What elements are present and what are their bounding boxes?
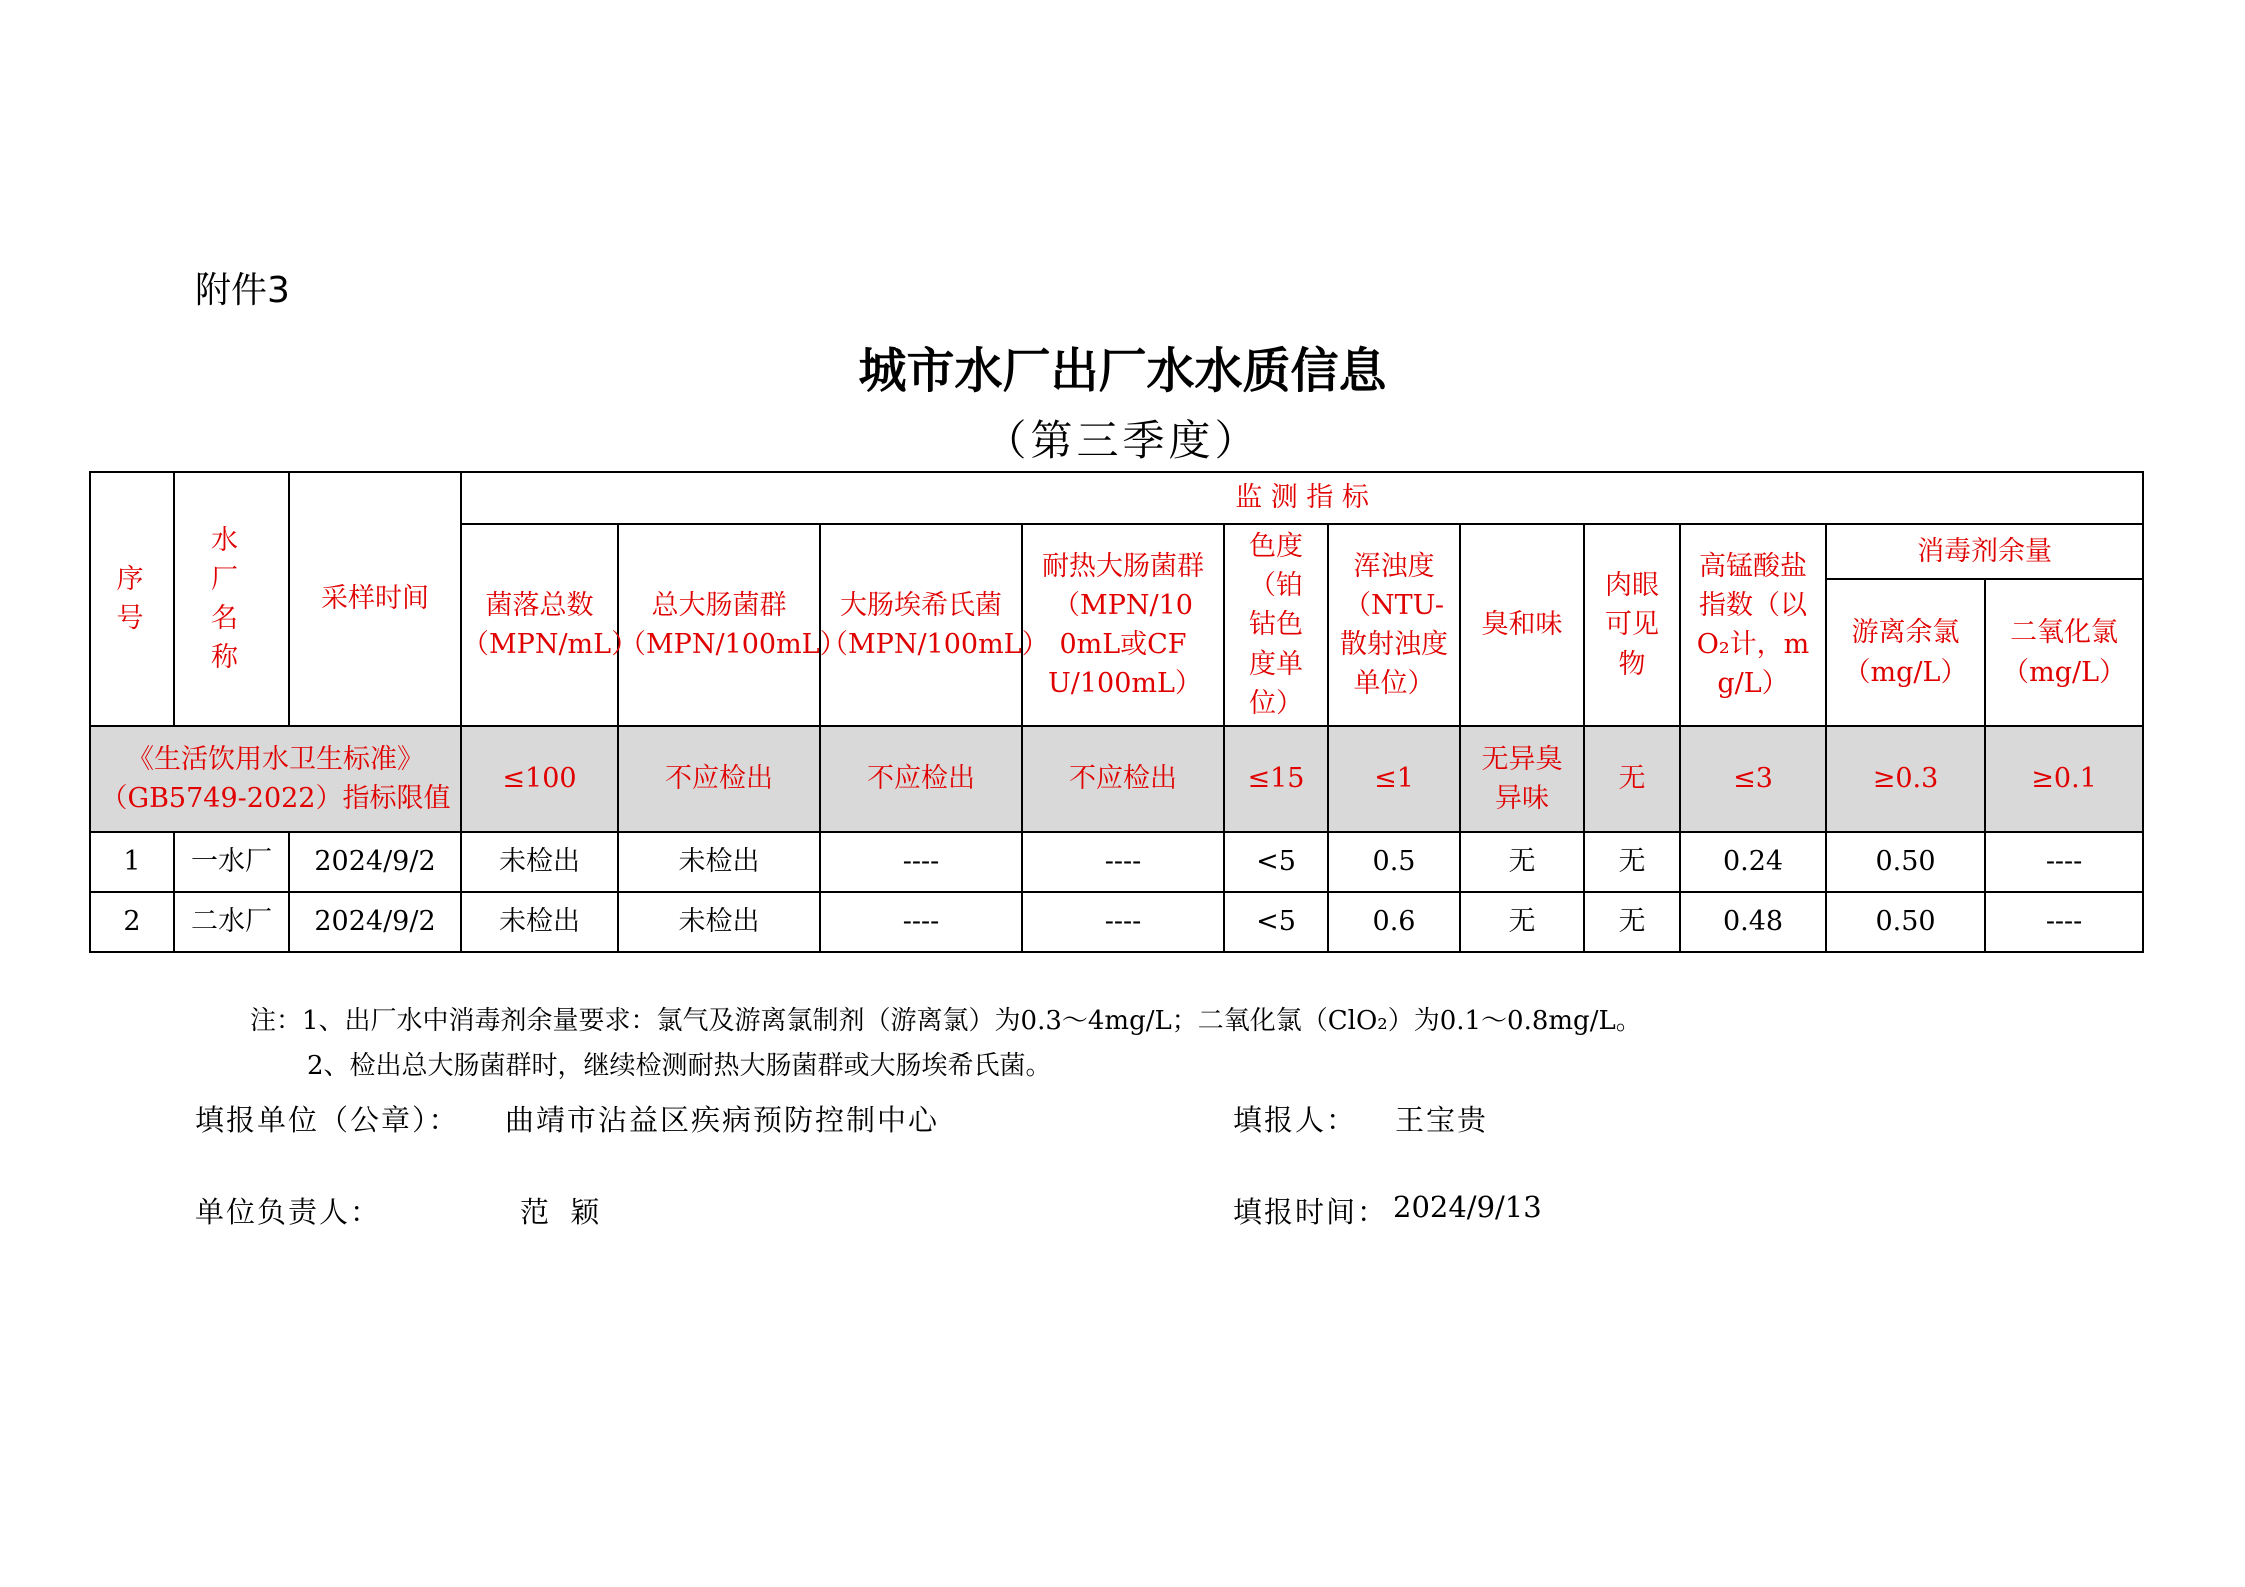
standard-limit-cell: 无异臭异味 — [1460, 726, 1584, 832]
row-time-cell: 2024/9/2 — [289, 832, 461, 892]
unit-head-value: 范 颖 — [520, 1195, 606, 1229]
row-value-cell: 0.50 — [1826, 832, 1985, 892]
header-row-1 — [90, 472, 2143, 524]
row-value-cell: 0.6 — [1328, 892, 1460, 952]
unit-head-label: 单位负责人： — [195, 1195, 382, 1229]
row-value-cell: 未检出 — [461, 892, 618, 952]
row-value-cell: 无 — [1584, 892, 1680, 952]
row-value-cell: <5 — [1224, 892, 1328, 952]
reporting-unit-value: 曲靖市沾益区疾病预防控制中心 — [505, 1103, 940, 1137]
standard-limit-cell: ≤1 — [1328, 726, 1460, 832]
row-value-cell: ---- — [1022, 832, 1224, 892]
color-header: 色度（铂钴色度单位） — [1224, 524, 1328, 726]
row-value-cell: ---- — [820, 832, 1022, 892]
row-value-cell: ---- — [1022, 892, 1224, 952]
disinfectant-group-header: 消毒剂余量 — [1826, 524, 2143, 579]
chlorine-dioxide-header: 二氧化氯（mg/L） — [1985, 579, 2143, 726]
row-time-cell: 2024/9/2 — [289, 892, 461, 952]
row-value-cell: 0.50 — [1826, 892, 1985, 952]
row-value-cell: ---- — [1985, 832, 2143, 892]
standard-limit-cell: 不应检出 — [820, 726, 1022, 832]
reporter-label: 填报人： — [1233, 1103, 1358, 1137]
page-title: 城市水厂出厂水水质信息 — [858, 343, 1387, 399]
permanganate-header: 高锰酸盐指数（以O₂计，mg/L） — [1680, 524, 1826, 726]
ecoli-header: 大肠埃希氏菌 （MPN/100mL） — [820, 524, 1022, 726]
standard-limit-cell: ≤15 — [1224, 726, 1328, 832]
standard-limit-cell: 无 — [1584, 726, 1680, 832]
standard-limit-cell: ≥0.1 — [1985, 726, 2143, 832]
row-seq-cell: 2 — [90, 892, 174, 952]
visible-matter-header: 肉眼可见物 — [1584, 524, 1680, 726]
row-value-cell: 0.48 — [1680, 892, 1826, 952]
standard-limit-cell: ≤100 — [461, 726, 618, 832]
row-value-cell: 无 — [1460, 892, 1584, 952]
standard-limit-cell: ≤3 — [1680, 726, 1826, 832]
turbidity-header: 浑浊度（NTU-散射浊度单位） — [1328, 524, 1460, 726]
report-date-label: 填报时间： — [1233, 1195, 1389, 1229]
row-value-cell: 0.24 — [1680, 832, 1826, 892]
attachment-label: 附件3 — [195, 270, 290, 311]
thermo-coliform-header: 耐热大肠菌群 （MPN/100mL或CFU/100mL） — [1022, 524, 1224, 726]
water-quality-table — [89, 471, 2144, 953]
standard-limit-cell: 不应检出 — [1022, 726, 1224, 832]
row-plant-cell: 二水厂 — [174, 892, 289, 952]
note-line-1: 注：1、出厂水中消毒剂余量要求：氯气及游离氯制剂（游离氯）为0.3～4mg/L；二氧化氯（ClO₂）为0.1～0.8mg/L。 — [250, 1006, 1642, 1036]
colony-header: 菌落总数 （MPN/mL） — [461, 524, 618, 726]
page-subtitle: （第三季度） — [984, 416, 1261, 465]
row-value-cell: 未检出 — [618, 892, 820, 952]
row-value-cell: 无 — [1460, 832, 1584, 892]
standard-limit-cell: ≥0.3 — [1826, 726, 1985, 832]
free-chlorine-header: 游离余氯（mg/L） — [1826, 579, 1985, 726]
report-date-value: 2024/9/13 — [1393, 1190, 1542, 1224]
row-value-cell: 未检出 — [618, 832, 820, 892]
coliform-header: 总大肠菌群 （MPN/100mL） — [618, 524, 820, 726]
row-seq-cell: 1 — [90, 832, 174, 892]
reporter-value: 王宝贵 — [1395, 1103, 1489, 1137]
standard-label: 《生活饮用水卫生标准》 （GB5749-2022）指标限值 — [90, 726, 461, 832]
standard-limit-cell: 不应检出 — [618, 726, 820, 832]
row-value-cell: 未检出 — [461, 832, 618, 892]
row-value-cell: ---- — [820, 892, 1022, 952]
note-line-2: 2、检出总大肠菌群时，继续检测耐热大肠菌群或大肠埃希氏菌。 — [307, 1051, 1052, 1081]
standard-limit-row — [90, 726, 2143, 832]
monitor-header: 监 测 指 标 — [461, 472, 2143, 524]
row-plant-cell: 一水厂 — [174, 832, 289, 892]
reporting-unit-label: 填报单位（公章）： — [195, 1103, 460, 1137]
row-value-cell: <5 — [1224, 832, 1328, 892]
col-time-header: 采样时间 — [289, 472, 461, 726]
odor-header: 臭和味 — [1460, 524, 1584, 726]
table-row — [90, 892, 2143, 952]
row-value-cell: ---- — [1985, 892, 2143, 952]
table-row — [90, 832, 2143, 892]
row-value-cell: 0.5 — [1328, 832, 1460, 892]
row-value-cell: 无 — [1584, 832, 1680, 892]
col-seq-header: 序号 — [90, 472, 174, 726]
col-plant-header: 水厂名称 — [174, 472, 289, 726]
